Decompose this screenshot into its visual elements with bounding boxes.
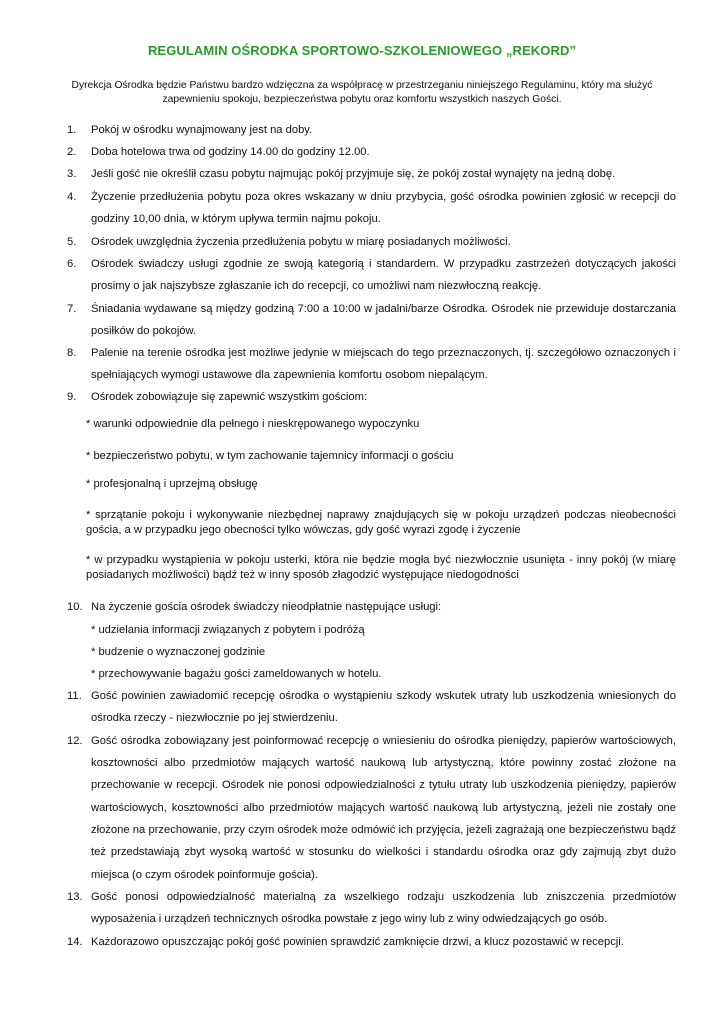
document-title: REGULAMIN OŚRODKA SPORTOWO-SZKOLENIOWEGO „REKORD” xyxy=(147,43,577,58)
rules-list: 1. Pokój w ośrodku wynajmowany jest na doby. 2. Doba hotelowa trwa od godziny 14.00 do godziny 12.00. 3. Jeśli gość nie określił czasu pobytu najmując pokój przyjmuje się, że pokój został wynajęty na jedną dobę. 4. Życzenie przedłużenia pobytu poza okres wskazany w dniu przybycia, gość ośrodka powinien zgłosić w recepcji do godziny 10,00 dnia, w którym upływa termin najmu pokoju. 5. Ośrodek uwzględnia życzenia przedłużenia pobytu w miarę posiadanych możliwości. 6. Ośrodek świadczy usługi zgodnie ze swoją kategorią i standardem. W przypadku zastrzeżeń dotyczących jakości prosimy o jak najszybsze zgłaszanie ich do recepcji, co umożliwi nam niezwłoczną reakcję. 7. Śniadania wydawane są między godziną 7:00 a 10:00 w jadalni/barze Ośrodka. Ośrodek nie przewiduje dostarczania posiłków do pokojów. 8. Palenie na terenie ośrodka jest możliwe jedynie w miejscach do tego przeznaczonych, tj. szczegółowo oznaczonych i spełniających wymogi ustawowe dla zapewnienia komfortu osobom niepalącym. 9. Ośrodek zobowiązuje się zapewnić wszystkim gościom: * warunki odpowiednie dla pełnego i nieskrępowanego wypoczynku * bezpieczeństwo pobytu, w tym zachowanie tajemnicy informacji o gościu * profesjonalną i uprzejmą obsługę * sprzątanie pokoju i wykonywanie niezbędnej naprawy znajdujących się w pokoju urządzeń podczas nieobecności gościa, a w przypadku jego obecności tylko wówczas, gdy gość wyrazi zgodę i życzenie * w przypadku wystąpienia w pokoju usterki, która nie będzie mogła być niezwłocznie usunięta - inny pokój (w miarę posiadanych możliwości) bądź też w inny sposób złagodzić występujące niedogodności 10. Na życzenie gościa ośrodek świadczy nieodpłatnie następujące usługi: * udzielania informacji związanych z pobytem i podróżą * budzenie o wyznaczonej godzinie * przechowywanie bagażu gości zameldowanych w hotelu. 11. Gość powinien zawiadomić recepcję ośrodka o wystąpieniu szkody wskutek utraty lub uszkodzenia wniesionych do ośrodka rzeczy - niezwłocznie po jej stwierdzeniu. 12. Gość ośrodka zobowiązany jest poinformować recepcję o wniesieniu do ośrodka pieniędzy, papierów wartościowych, kosztowności albo przedmiotów mających wartość naukową lub artystyczną, które powinny zostać złożone na przechowanie w recepcji. Ośrodek nie ponosi odpowiedzialności z tytułu utraty lub uszkodzenia pieniędzy, papierów wartościowych, kosztowności albo przedmiotów mających wartość naukową lub artystyczną, jeżeli nie zostały one złożone na przechowanie, przy czym ośrodek może odmówić ich przyjęcia, jeżeli zagrażają one bezpieczeństwu bądź też przedstawiają zbyt wysoką wartość w stosunku do wielkości i standardu ośrodka oraz gdy zajmują zbyt dużo miejsca (o czym ośrodek poinformuje gościa). 13. Gość ponosi odpowiedzialność materialną za wszelkiego rodzaju uszkodzenia lub zniszczenia przedmiotów wyposażenia i urządzeń technicznych ośrodka powstałe z jego winy lub z winy odwiedzających go osób. 14. Każdorazowo opuszczając pokój gość powinien sprawdzić zamknięcie drzwi, a klucz pozostawić w recepcji. xyxy=(67,124,676,948)
intro-paragraph: Dyrekcja Ośrodka będzie Państwu bardzo wdzięczna za współpracę w przestrzeganiu niniejszego Regulaminu, który ma służyć zapewnieniu spokoju, bezpieczeństwa pobytu oraz komfortu wszystkich naszych Gości. xyxy=(71,80,653,105)
